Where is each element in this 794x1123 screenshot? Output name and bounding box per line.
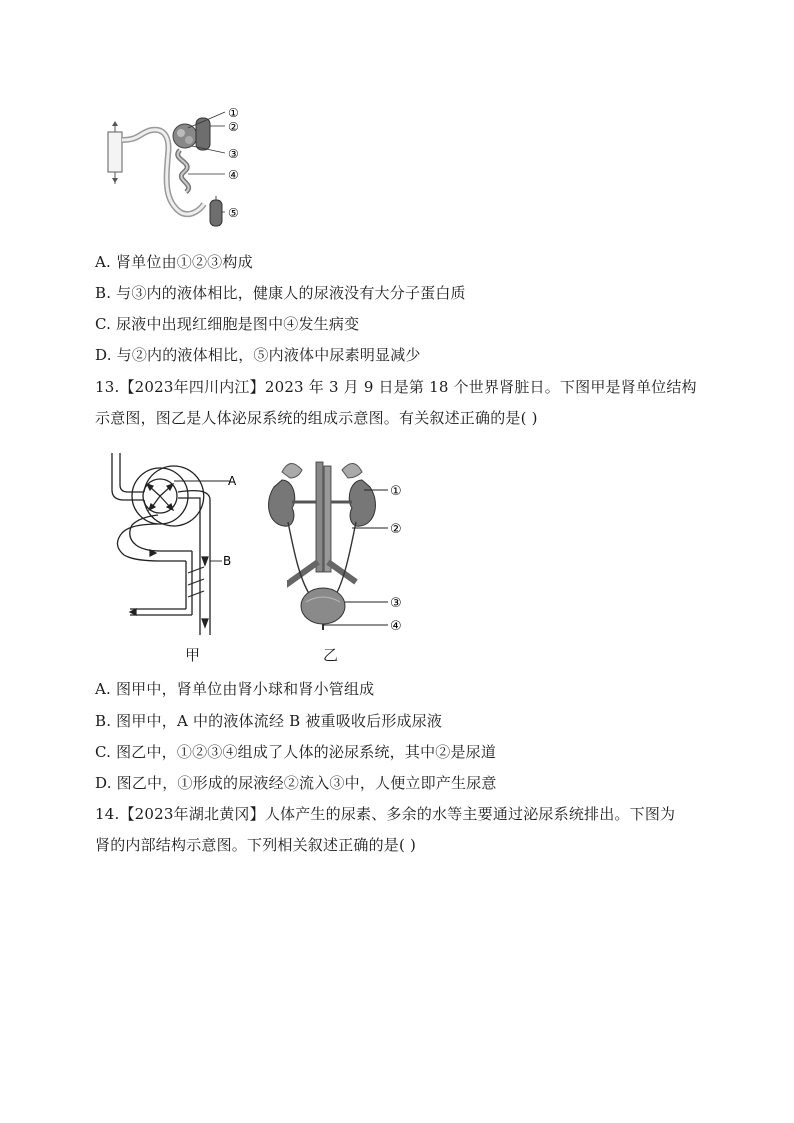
q12-label-1: ① [228, 106, 239, 120]
caption-jia: 甲 [185, 646, 201, 664]
urinary-system-diagram-yi [260, 452, 410, 637]
nephron-diagram-jia [100, 445, 250, 640]
q13-option-d: D. 图乙中，①形成的尿液经②流入③中，人便立即产生尿意 [95, 774, 497, 792]
yi-label-2: ② [390, 522, 402, 537]
q12-option-d: D. 与②内的液体相比，⑤内液体中尿素明显减少 [95, 346, 421, 364]
jia-label-a: A [228, 474, 237, 488]
nephron-figure-q12 [100, 100, 280, 235]
q13-option-c: C. 图乙中，①②③④组成了人体的泌尿系统，其中②是尿道 [95, 743, 497, 761]
q12-label-5: ⑤ [228, 206, 239, 220]
q12-label-4: ④ [228, 168, 239, 182]
q12-option-c: C. 尿液中出现红细胞是图中④发生病变 [95, 315, 360, 333]
q12-label-3: ③ [228, 147, 239, 161]
q12-option-b: B. 与③内的液体相比，健康人的尿液没有大分子蛋白质 [95, 284, 466, 302]
jia-label-b: B [223, 554, 232, 568]
yi-label-4: ④ [390, 619, 402, 634]
q13-option-b: B. 图甲中，A 中的液体流经 B 被重吸收后形成尿液 [95, 712, 443, 730]
q13-stem-line1: 13.【2023年四川内江】2023 年 3 月 9 日是第 18 个世界肾脏日。下图甲是肾单位结构 [95, 378, 697, 396]
q13-stem-line2: 示意图，图乙是人体泌尿系统的组成示意图。有关叙述正确的是( ) [95, 409, 538, 427]
q14-stem-line2: 肾的内部结构示意图。下列相关叙述正确的是( ) [95, 836, 417, 854]
yi-label-3: ③ [390, 596, 402, 611]
q12-label-2: ② [228, 120, 239, 134]
yi-label-1: ① [390, 484, 402, 499]
caption-yi: 乙 [323, 646, 339, 664]
q14-stem-line1: 14.【2023年湖北黄冈】人体产生的尿素、多余的水等主要通过泌尿系统排出。下图为 [95, 805, 676, 823]
q13-option-a: A. 图甲中，肾单位由肾小球和肾小管组成 [95, 680, 375, 698]
q12-option-a: A. 肾单位由①②③构成 [95, 253, 253, 271]
